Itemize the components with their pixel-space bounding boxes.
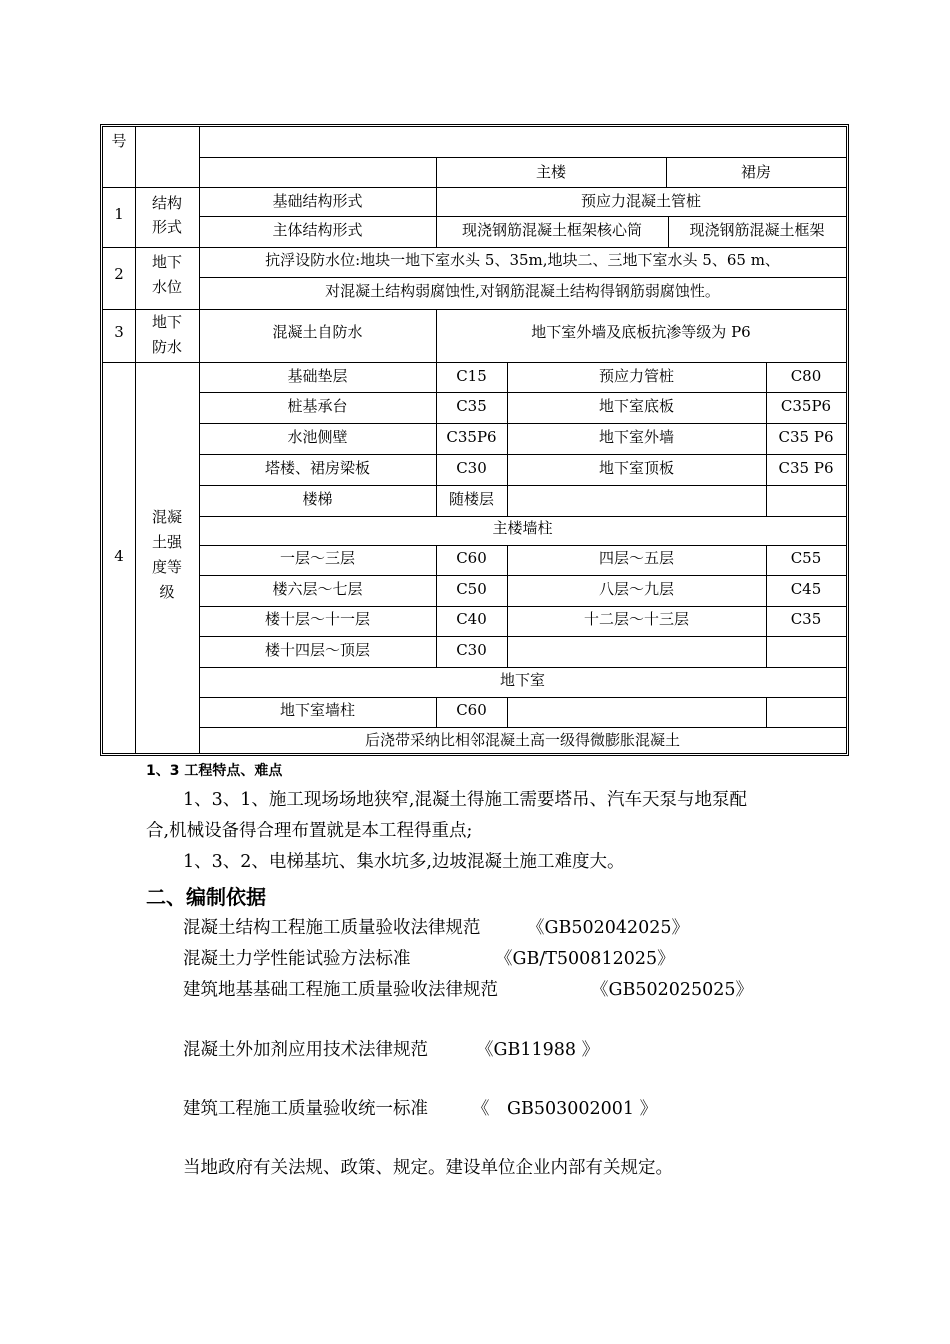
grade-item: 塔楼、裙房梁板 (264, 459, 370, 477)
grade-value: C60 (456, 549, 487, 567)
grade-value: C30 (456, 459, 487, 477)
reference-code: 《GB11988 》 (476, 1040, 600, 1060)
row-category: 结构形式 (151, 194, 182, 236)
foundation-structure-value: 预应力混凝土管桩 (580, 192, 701, 210)
floor-range: 楼十层～十一层 (264, 610, 370, 628)
table-gridline (199, 454, 846, 455)
grade-value: C50 (456, 580, 487, 598)
header-main-building: 主楼 (535, 163, 566, 181)
tower-columns-header: 主楼墙柱 (492, 519, 553, 537)
table-gridline (199, 157, 846, 158)
reference-code: 《GB502042025》 (527, 918, 690, 938)
grade-value: C35P6 (446, 428, 497, 446)
floor-range: 一层～三层 (279, 549, 355, 567)
reference-name: 建筑工程施工质量验收统一标准 (183, 1099, 428, 1119)
post-pour-strip-note: 后浇带采纳比相邻混凝土高一级得微膨胀混凝土 (364, 731, 680, 749)
floor-range: 四层～五层 (598, 549, 674, 567)
reference-name: 建筑地基基础工程施工质量验收法律规范 (183, 980, 498, 1000)
floor-range: 楼六层～七层 (272, 580, 363, 598)
grade-value: C40 (456, 610, 487, 628)
table-gridline (199, 667, 846, 668)
floor-range: 十二层～十三层 (583, 610, 689, 628)
grade-item: 地下室底板 (598, 397, 674, 415)
reference-code: 《 GB503002001 》 (472, 1099, 658, 1119)
grade-item: 桩基承台 (287, 397, 348, 415)
reference-name: 混凝土外加剂应用技术法律规范 (183, 1040, 428, 1060)
main-structure-podium: 现浇钢筋混凝土框架 (689, 221, 825, 239)
grade-value: C60 (456, 701, 487, 719)
grade-value: C35 (456, 397, 487, 415)
table-gridline (199, 727, 846, 728)
table-gridline (199, 606, 846, 607)
foundation-structure-label: 基础结构形式 (272, 192, 363, 210)
reference-name: 混凝土结构工程施工质量验收法律规范 (183, 918, 481, 938)
table-gridline (199, 485, 846, 486)
basement-header: 地下室 (499, 671, 545, 689)
grade-item: 基础垫层 (287, 367, 348, 385)
main-structure-tower: 现浇钢筋混凝土框架核心筒 (461, 221, 642, 239)
header-podium: 裙房 (740, 163, 771, 181)
reference-code: 《GB502025025》 (591, 980, 754, 1000)
floor-range: 八层～九层 (598, 580, 674, 598)
table-gridline (199, 516, 846, 517)
table-gridline (103, 187, 846, 188)
grade-value: C30 (456, 641, 487, 659)
grade-item: 水池侧壁 (287, 428, 348, 446)
section-heading: 二、编制依据 (146, 885, 266, 909)
grade-value: C35P6 (780, 397, 832, 415)
grade-value: C15 (456, 367, 487, 385)
col-no-header: 号 (111, 132, 127, 150)
table-gridline (766, 697, 767, 727)
row-category: 地下水位 (151, 253, 182, 296)
grade-value: C35 P6 (778, 428, 834, 446)
paragraph: 1、3、1、施工现场场地狭窄,混凝土得施工需要塔吊、汽车天泵与地泵配 (183, 790, 747, 810)
row-number: 3 (114, 323, 124, 341)
paragraph: 合,机械设备得合理布置就是本工程得重点; (146, 821, 473, 841)
floor-range: 楼十四层～顶层 (264, 641, 370, 659)
table-gridline (199, 392, 846, 393)
grade-value: C45 (790, 580, 822, 598)
section-heading: 1、3 工程特点、难点 (146, 763, 283, 779)
basement-item: 地下室墙柱 (279, 701, 355, 719)
row-number: 1 (114, 205, 124, 223)
grade-value: C80 (790, 367, 822, 385)
table-gridline (103, 309, 846, 310)
table-gridline (199, 277, 846, 278)
table-gridline (103, 247, 846, 248)
grade-item: 地下室顶板 (598, 459, 674, 477)
table-gridline (199, 636, 846, 637)
row-category: 混凝土强度等级 (151, 508, 182, 601)
groundwater-line-1: 抗浮设防水位:地块一地下室水头 5、35m,地块二、三地下室水头 5、65 m、 (265, 251, 780, 269)
table-gridline (199, 423, 846, 424)
grade-item: 预应力管桩 (598, 367, 674, 385)
row-number: 4 (114, 547, 124, 565)
table-gridline (507, 697, 508, 727)
grade-value: 随楼层 (448, 490, 494, 508)
reference-name: 混凝土力学性能试验方法标准 (183, 949, 411, 969)
reference-code: 《GB/T500812025》 (495, 949, 675, 969)
groundwater-line-2: 对混凝土结构弱腐蚀性,对钢筋混凝土结构得钢筋弱腐蚀性。 (325, 282, 720, 300)
table-gridline (103, 362, 846, 363)
grade-value: C35 (790, 610, 822, 628)
waterproof-label: 混凝土自防水 (272, 323, 363, 341)
grade-item: 楼梯 (302, 490, 333, 508)
grade-value: C35 P6 (778, 459, 834, 477)
table-gridline (135, 127, 136, 754)
table-gridline (199, 216, 846, 217)
grade-value: C55 (790, 549, 822, 567)
row-number: 2 (114, 265, 124, 283)
table-gridline (199, 545, 846, 546)
main-structure-label: 主体结构形式 (272, 221, 363, 239)
table-gridline (199, 575, 846, 576)
closing-paragraph: 当地政府有关法规、政策、规定。建设单位企业内部有关规定。 (183, 1158, 673, 1178)
row-category: 地下防水 (151, 313, 182, 356)
waterproof-value: 地下室外墙及底板抗渗等级为 P6 (531, 323, 751, 341)
paragraph: 1、3、2、电梯基坑、集水坑多,边坡混凝土施工难度大。 (183, 852, 625, 872)
table-gridline (199, 697, 846, 698)
grade-item: 地下室外墙 (598, 428, 674, 446)
